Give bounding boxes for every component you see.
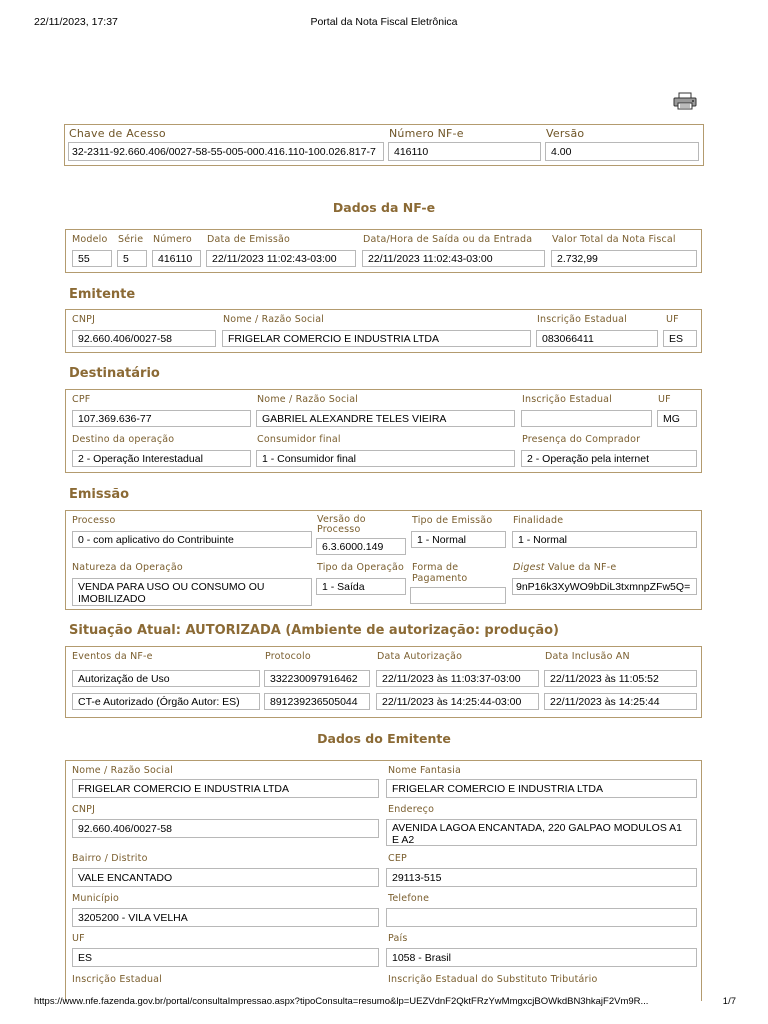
data-inclusao-header: Data Inclusão AN bbox=[545, 651, 630, 662]
emitente-title: Emitente bbox=[69, 287, 136, 302]
processo-label: Processo bbox=[72, 515, 116, 526]
de-cnpj-label: CNPJ bbox=[72, 804, 96, 815]
tipo-emissao-label: Tipo de Emissão bbox=[412, 515, 493, 526]
emissao-title: Emissão bbox=[69, 487, 130, 502]
finalidade-label: Finalidade bbox=[513, 515, 564, 526]
tipo-emissao-value: 1 - Normal bbox=[411, 531, 506, 548]
data-saida-value: 22/11/2023 11:02:43-03:00 bbox=[362, 250, 545, 267]
de-nome-value: FRIGELAR COMERCIO E INDUSTRIA LTDA bbox=[72, 779, 379, 798]
de-nome-label: Nome / Razão Social bbox=[72, 765, 174, 776]
emitente-uf-label: UF bbox=[666, 314, 679, 325]
consumidor-final-value: 1 - Consumidor final bbox=[256, 450, 515, 467]
de-fantasia-value: FRIGELAR COMERCIO E INDUSTRIA LTDA bbox=[386, 779, 697, 798]
dest-cpf-label: CPF bbox=[72, 394, 91, 405]
natureza-operacao-value: VENDA PARA USO OU CONSUMO OU IMOBILIZADO bbox=[72, 578, 312, 606]
chave-acesso-label: Chave de Acesso bbox=[69, 127, 166, 140]
presenca-comprador-value: 2 - Operação pela internet bbox=[521, 450, 697, 467]
emitente-cnpj-label: CNPJ bbox=[72, 314, 96, 325]
digest-value-label bbox=[513, 562, 616, 573]
de-cep-value: 29113-515 bbox=[386, 868, 697, 887]
valor-total-value: 2.732,99 bbox=[551, 250, 697, 267]
versao-processo-label: Versão do Processo bbox=[317, 514, 366, 535]
print-footer bbox=[0, 996, 768, 1010]
destino-operacao-value: 2 - Operação Interestadual bbox=[72, 450, 251, 467]
numero-nfe-value: 416110 bbox=[388, 142, 541, 161]
eventos-header: Eventos da NF-e bbox=[72, 651, 153, 662]
evento-row-2-data-autorizacao: 22/11/2023 às 14:25:44-03:00 bbox=[376, 693, 539, 710]
digest-value: 9nP16k3XyWO9bDiL3txmnpZFw5Q= bbox=[512, 578, 697, 595]
evento-row-1-protocolo: 332230097916462 bbox=[264, 670, 370, 687]
dados-emitente-title: Dados do Emitente bbox=[317, 731, 451, 746]
emitente-ie-label: Inscrição Estadual bbox=[537, 314, 628, 325]
emitente-nome-value: FRIGELAR COMERCIO E INDUSTRIA LTDA bbox=[222, 330, 531, 347]
valor-total-label: Valor Total da Nota Fiscal bbox=[552, 234, 676, 245]
printer-icon[interactable] bbox=[672, 92, 698, 110]
situacao-title: Situação Atual: AUTORIZADA (Ambiente de autorização: produção) bbox=[69, 623, 559, 638]
de-bairro-label: Bairro / Distrito bbox=[72, 853, 148, 864]
tipo-operacao-value: 1 - Saída bbox=[316, 578, 406, 595]
de-ie-label: Inscrição Estadual bbox=[72, 974, 163, 985]
finalidade-value: 1 - Normal bbox=[512, 531, 697, 548]
modelo-label: Modelo bbox=[72, 234, 108, 245]
presenca-comprador-label: Presença do Comprador bbox=[522, 434, 641, 445]
dest-uf-value: MG bbox=[657, 410, 697, 427]
print-header bbox=[0, 16, 768, 30]
emitente-uf-value: ES bbox=[663, 330, 697, 347]
de-telefone-value bbox=[386, 908, 697, 927]
destinatario-title: Destinatário bbox=[69, 366, 160, 381]
processo-value: 0 - com aplicativo do Contribuinte bbox=[72, 531, 312, 548]
digest-label-rest: Value da NF-e bbox=[544, 562, 617, 573]
data-emissao-label: Data de Emissão bbox=[207, 234, 291, 245]
natureza-operacao-label: Natureza da Operação bbox=[72, 562, 183, 573]
evento-row-2-evento: CT-e Autorizado (Órgão Autor: ES) bbox=[72, 693, 260, 710]
de-ie-st-label: Inscrição Estadual do Substituto Tributário bbox=[388, 974, 598, 985]
de-municipio-value: 3205200 - VILA VELHA bbox=[72, 908, 379, 927]
serie-label: Série bbox=[118, 234, 144, 245]
protocolo-header: Protocolo bbox=[265, 651, 311, 662]
evento-row-1-data-inclusao: 22/11/2023 às 11:05:52 bbox=[544, 670, 697, 687]
data-emissao-value: 22/11/2023 11:02:43-03:00 bbox=[206, 250, 356, 267]
print-url: https://www.nfe.fazenda.gov.br/portal/consultaImpressao.aspx?tipoConsulta=resumo&lp=UEZVdnF2QktFRzYwMmgxcjBOWkdBN3hkajF2Vm9R... bbox=[34, 996, 649, 1007]
dest-uf-label: UF bbox=[658, 394, 671, 405]
forma-pagamento-value bbox=[410, 587, 506, 604]
de-bairro-value: VALE ENCANTADO bbox=[72, 868, 379, 887]
data-saida-label: Data/Hora de Saída ou da Entrada bbox=[363, 234, 533, 245]
tipo-operacao-label: Tipo da Operação bbox=[317, 562, 405, 573]
evento-row-1-evento: Autorização de Uso bbox=[72, 670, 260, 687]
modelo-value: 55 bbox=[72, 250, 112, 267]
versao-label: Versão bbox=[546, 127, 585, 140]
versao-value: 4.00 bbox=[545, 142, 699, 161]
numero-nfe-label: Número NF-e bbox=[389, 127, 464, 140]
de-uf-label: UF bbox=[72, 933, 85, 944]
numero-label: Número bbox=[153, 234, 192, 245]
evento-row-2-protocolo: 891239236505044 bbox=[264, 693, 370, 710]
emitente-nome-label: Nome / Razão Social bbox=[223, 314, 325, 325]
dest-cpf-value: 107.369.636-77 bbox=[72, 410, 251, 427]
print-title: Portal da Nota Fiscal Eletrônica bbox=[310, 16, 458, 28]
data-autorizacao-header: Data Autorização bbox=[377, 651, 463, 662]
emitente-ie-value: 083066411 bbox=[536, 330, 658, 347]
de-municipio-label: Município bbox=[72, 893, 120, 904]
de-pais-label: País bbox=[388, 933, 408, 944]
de-telefone-label: Telefone bbox=[388, 893, 430, 904]
chave-acesso-value: 32-2311-92.660.406/0027-58-55-005-000.416.110-100.026.817-7 bbox=[68, 142, 384, 161]
emitente-cnpj-value: 92.660.406/0027-58 bbox=[72, 330, 216, 347]
de-cep-label: CEP bbox=[388, 853, 407, 864]
serie-value: 5 bbox=[117, 250, 147, 267]
dest-nome-label: Nome / Razão Social bbox=[257, 394, 359, 405]
evento-row-2-data-inclusao: 22/11/2023 às 14:25:44 bbox=[544, 693, 697, 710]
de-endereco-label: Endereço bbox=[388, 804, 435, 815]
consumidor-final-label: Consumidor final bbox=[257, 434, 341, 445]
de-pais-value: 1058 - Brasil bbox=[386, 948, 697, 967]
de-uf-value: ES bbox=[72, 948, 379, 967]
de-endereco-value: AVENIDA LAGOA ENCANTADA, 220 GALPAO MODULOS A1 E A2 bbox=[386, 819, 697, 846]
forma-pagamento-label: Forma de Pagamento bbox=[412, 562, 468, 584]
numero-value: 416110 bbox=[152, 250, 201, 267]
dest-nome-value: GABRIEL ALEXANDRE TELES VIEIRA bbox=[256, 410, 515, 427]
print-datetime: 22/11/2023, 17:37 bbox=[34, 16, 118, 28]
destino-operacao-label: Destino da operação bbox=[72, 434, 175, 445]
dest-ie-label: Inscrição Estadual bbox=[522, 394, 613, 405]
evento-row-1-data-autorizacao: 22/11/2023 às 11:03:37-03:00 bbox=[376, 670, 539, 687]
versao-processo-value: 6.3.6000.149 bbox=[316, 538, 406, 555]
digest-label-em: Digest bbox=[513, 562, 545, 573]
de-fantasia-label: Nome Fantasia bbox=[388, 765, 462, 776]
print-page-number: 1/7 bbox=[722, 996, 736, 1007]
dest-ie-value bbox=[521, 410, 652, 427]
dados-nfe-title: Dados da NF-e bbox=[332, 200, 436, 215]
de-cnpj-value: 92.660.406/0027-58 bbox=[72, 819, 379, 838]
